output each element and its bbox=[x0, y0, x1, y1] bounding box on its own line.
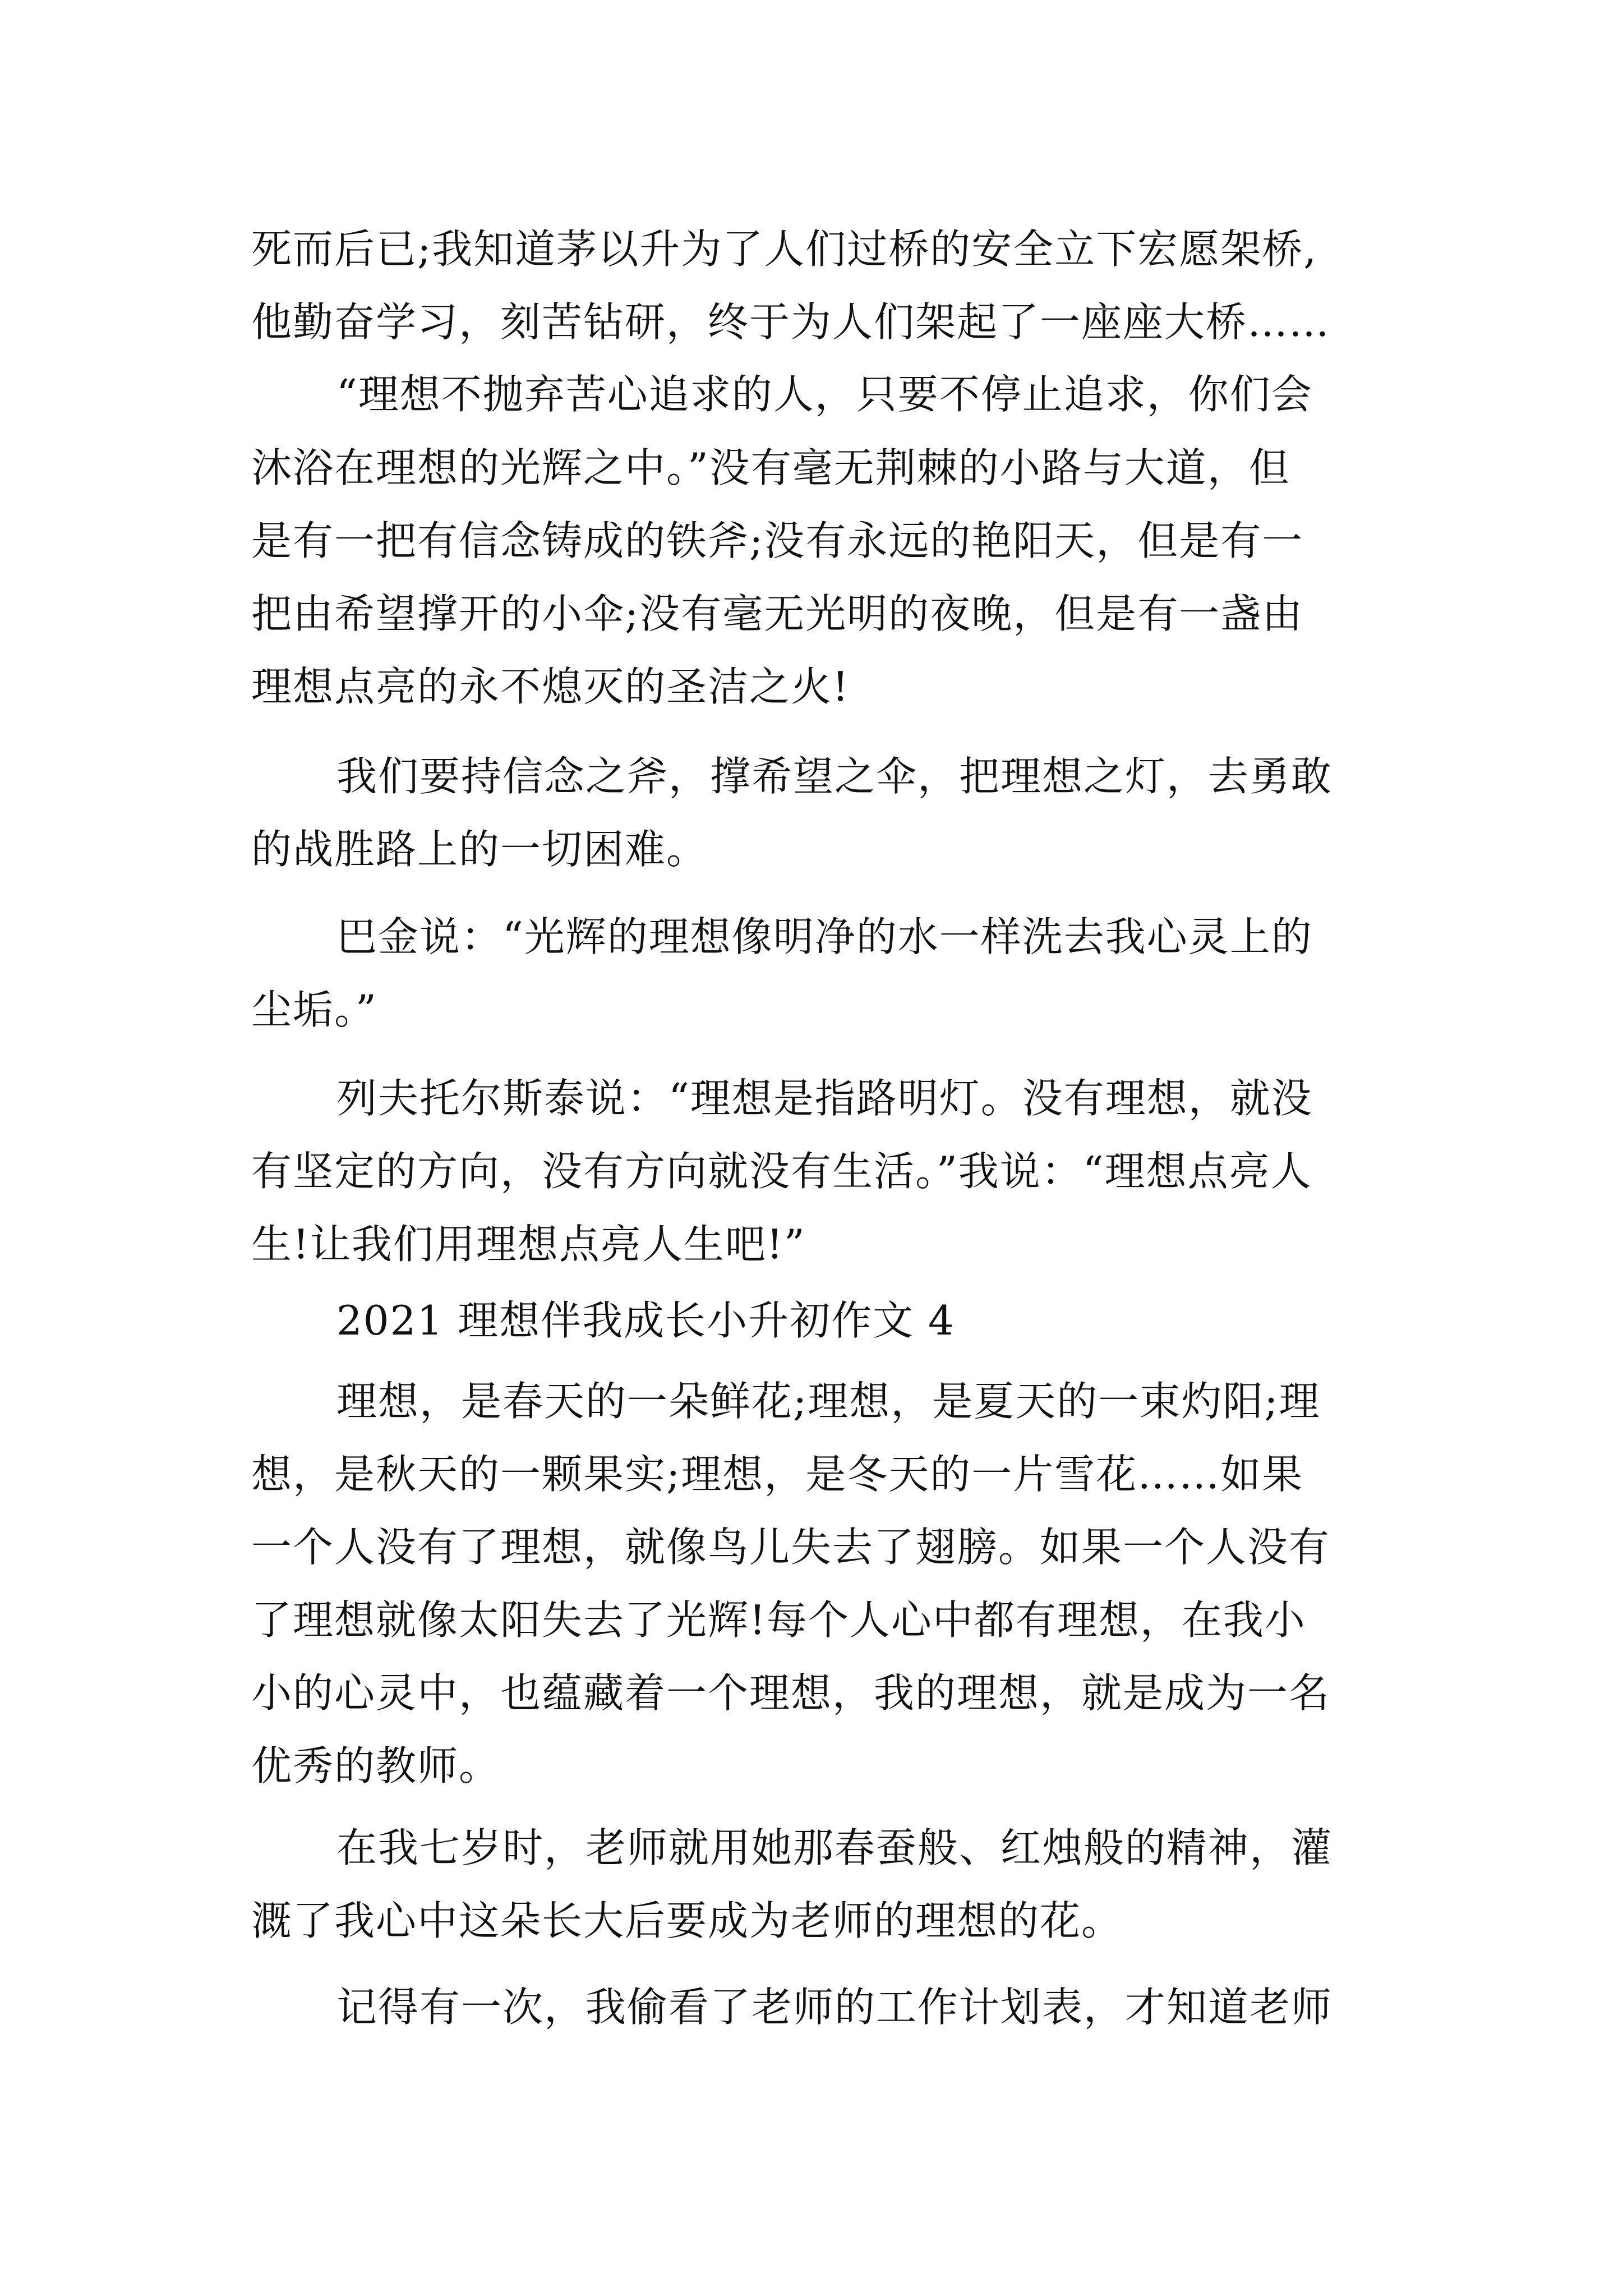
text-line: 列夫托尔斯泰说：“理想是指路明灯。没有理想，就没 bbox=[336, 1075, 1313, 1122]
text-line: 记得有一次，我偷看了老师的工作计划表，才知道老师 bbox=[336, 1984, 1333, 2031]
text-line: 的战胜路上的一切困难。 bbox=[251, 826, 708, 873]
text-line: 有坚定的方向，没有方向就没有生活。”我说：“理想点亮人 bbox=[251, 1148, 1312, 1195]
text-line: 一个人没有了理想，就像鸟儿失去了翅膀。如果一个人没有 bbox=[251, 1524, 1331, 1571]
text-line: 理想，是春天的一朵鲜花;理想，是夏天的一束灼阳;理 bbox=[336, 1378, 1321, 1425]
text-line: 理想点亮的永不熄灭的圣洁之火! bbox=[251, 663, 850, 710]
section-heading: 2021 理想伴我成长小升初作文 4 bbox=[336, 1297, 955, 1344]
text-line: 溉了我心中这朵长大后要成为老师的理想的花。 bbox=[251, 1897, 1123, 1944]
text-line: 在我七岁时，老师就用她那春蚕般、红烛般的精神，灌 bbox=[336, 1824, 1333, 1871]
text-line: 他勤奋学习，刻苦钻研，终于为人们架起了一座座大桥…… bbox=[251, 298, 1331, 346]
text-line: 沐浴在理想的光辉之中。”没有毫无荆棘的小路与大道，但 bbox=[251, 444, 1290, 491]
text-line: 死而后已;我知道茅以升为了人们过桥的安全立下宏愿架桥, bbox=[251, 226, 1318, 273]
text-line: “理想不抛弃苦心追求的人，只要不停止追求，你们会 bbox=[336, 371, 1313, 418]
text-line: 我们要持信念之斧，撑希望之伞，把理想之灯，去勇敢 bbox=[336, 753, 1333, 800]
text-line: 生!让我们用理想点亮人生吧!” bbox=[251, 1221, 806, 1268]
text-line: 巴金说：“光辉的理想像明净的水一样洗去我心灵上的 bbox=[336, 913, 1313, 960]
text-line: 尘垢。” bbox=[251, 986, 377, 1033]
text-line: 把由希望撑开的小伞;没有毫无光明的夜晚，但是有一盏由 bbox=[251, 590, 1304, 637]
text-line: 小的心灵中，也蕴藏着一个理想，我的理想，就是成为一名 bbox=[251, 1669, 1331, 1717]
text-line: 是有一把有信念铸成的铁斧;没有永远的艳阳天，但是有一 bbox=[251, 517, 1304, 564]
text-line: 优秀的教师。 bbox=[251, 1742, 501, 1789]
text-line: 了理想就像太阳失去了光辉!每个人心中都有理想，在我小 bbox=[251, 1596, 1306, 1644]
text-line: 想，是秋天的一颗果实;理想，是冬天的一片雪花……如果 bbox=[251, 1451, 1304, 1498]
